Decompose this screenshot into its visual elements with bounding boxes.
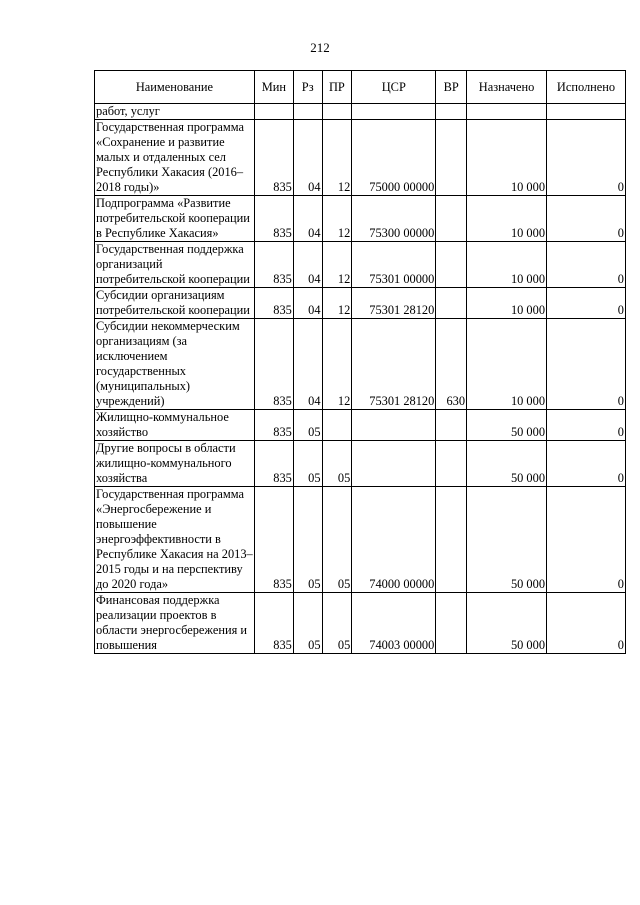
cell-csr: 75000 00000 <box>352 120 436 196</box>
cell-executed: 0 <box>547 196 626 242</box>
cell-executed: 0 <box>547 319 626 410</box>
cell-pr: 05 <box>322 487 352 593</box>
table-row <box>95 410 626 441</box>
cell-vr <box>436 242 467 288</box>
cell-min: 835 <box>254 593 293 654</box>
cell-csr: 75301 28120 <box>352 288 436 319</box>
cell-csr <box>352 410 436 441</box>
cell-assigned: 10 000 <box>467 196 547 242</box>
cell-name: работ, услуг <box>95 104 255 120</box>
cell-min <box>254 104 293 120</box>
cell-vr <box>436 288 467 319</box>
cell-pr: 05 <box>322 441 352 487</box>
cell-csr <box>352 104 436 120</box>
cell-rz: 05 <box>293 593 322 654</box>
cell-pr: 12 <box>322 319 352 410</box>
header-rz: Рз <box>293 71 322 104</box>
table-row <box>95 120 626 196</box>
header-executed: Исполнено <box>547 71 626 104</box>
budget-table <box>94 70 626 654</box>
cell-executed: 0 <box>547 441 626 487</box>
cell-csr: 75300 00000 <box>352 196 436 242</box>
cell-rz: 04 <box>293 120 322 196</box>
cell-vr: 630 <box>436 319 467 410</box>
cell-assigned: 50 000 <box>467 410 547 441</box>
cell-executed: 0 <box>547 242 626 288</box>
cell-csr: 75301 00000 <box>352 242 436 288</box>
cell-min: 835 <box>254 410 293 441</box>
header-assigned: Назначено <box>467 71 547 104</box>
cell-min: 835 <box>254 288 293 319</box>
cell-name: Другие вопросы в области жилищно-коммунального хозяйства <box>95 441 255 487</box>
cell-rz: 05 <box>293 487 322 593</box>
cell-assigned: 50 000 <box>467 441 547 487</box>
cell-executed: 0 <box>547 593 626 654</box>
header-pr: ПР <box>322 71 352 104</box>
cell-pr: 12 <box>322 242 352 288</box>
cell-assigned: 10 000 <box>467 242 547 288</box>
cell-executed <box>547 104 626 120</box>
cell-min: 835 <box>254 319 293 410</box>
cell-name: Жилищно-коммунальное хозяйство <box>95 410 255 441</box>
cell-rz: 04 <box>293 196 322 242</box>
table-row <box>95 196 626 242</box>
cell-executed: 0 <box>547 120 626 196</box>
header-vr: ВР <box>436 71 467 104</box>
cell-vr <box>436 120 467 196</box>
cell-name: Субсидии организациям потребительской кооперации <box>95 288 255 319</box>
cell-assigned: 50 000 <box>467 487 547 593</box>
cell-name: Подпрограмма «Развитие потребительской кооперации в Республике Хакасия» <box>95 196 255 242</box>
cell-executed: 0 <box>547 288 626 319</box>
cell-vr <box>436 441 467 487</box>
table-row <box>95 242 626 288</box>
cell-assigned: 10 000 <box>467 120 547 196</box>
cell-vr <box>436 410 467 441</box>
cell-vr <box>436 487 467 593</box>
cell-assigned: 10 000 <box>467 288 547 319</box>
cell-min: 835 <box>254 242 293 288</box>
cell-rz: 05 <box>293 410 322 441</box>
cell-assigned: 50 000 <box>467 593 547 654</box>
table-header-row <box>95 71 626 104</box>
table-row <box>95 319 626 410</box>
header-min: Мин <box>254 71 293 104</box>
cell-name: Государственная программа «Энергосбережение и повышение энергоэффективности в Республике Хакасия на 2013–2015 годы и на перспективу до 2020 года» <box>96 487 253 591</box>
table-row <box>95 487 626 593</box>
cell-csr: 74000 00000 <box>352 487 436 593</box>
cell-pr: 12 <box>322 288 352 319</box>
header-csr: ЦСР <box>352 71 436 104</box>
cell-rz: 05 <box>293 441 322 487</box>
cell-assigned <box>467 104 547 120</box>
cell-pr: 12 <box>322 196 352 242</box>
table-row <box>95 104 626 120</box>
cell-executed: 0 <box>547 487 626 593</box>
cell-min: 835 <box>254 120 293 196</box>
cell-rz: 04 <box>293 288 322 319</box>
page-number: 212 <box>310 40 330 55</box>
table-row <box>95 441 626 487</box>
cell-executed: 0 <box>547 410 626 441</box>
cell-pr: 05 <box>322 593 352 654</box>
cell-vr <box>436 196 467 242</box>
header-name: Наименование <box>95 71 255 104</box>
cell-name: Государственная программа «Сохранение и развитие малых и отдаленных сел Республики Хакасия (2016–2018 годы)» <box>95 120 255 196</box>
cell-min: 835 <box>254 487 293 593</box>
cell-rz <box>293 104 322 120</box>
cell-name: Субсидии некоммерческим организациям (за исключением государственных (муниципальных) учреждений) <box>95 319 255 410</box>
cell-rz: 04 <box>293 319 322 410</box>
cell-rz: 04 <box>293 242 322 288</box>
cell-assigned: 10 000 <box>467 319 547 410</box>
cell-vr <box>436 104 467 120</box>
cell-csr: 74003 00000 <box>352 593 436 654</box>
cell-csr <box>352 441 436 487</box>
cell-csr: 75301 28120 <box>352 319 436 410</box>
cell-pr <box>322 104 352 120</box>
cell-vr <box>436 593 467 654</box>
cell-min: 835 <box>254 441 293 487</box>
cell-min: 835 <box>254 196 293 242</box>
cell-name: Финансовая поддержка реализации проектов в области энергосбережения и повышения <box>95 593 255 654</box>
cell-pr: 12 <box>322 120 352 196</box>
table-row <box>95 593 626 654</box>
table-row <box>95 288 626 319</box>
table-body <box>95 104 626 654</box>
cell-name: Государственная поддержка организаций потребительской кооперации <box>95 242 255 288</box>
cell-pr <box>322 410 352 441</box>
